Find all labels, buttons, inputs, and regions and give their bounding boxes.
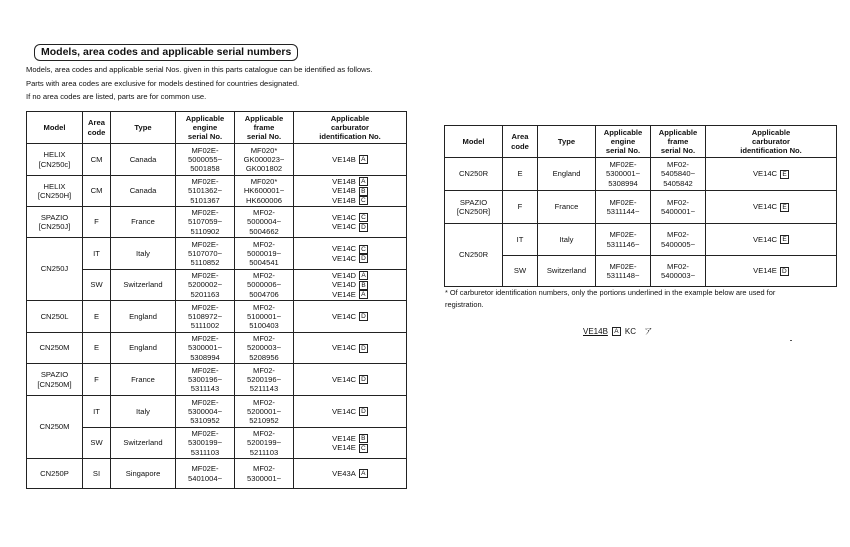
cell-model: CN250R [445,158,503,191]
cell-area-code: IT [83,238,111,270]
table-row [27,238,407,270]
cell-engine-serial: MF02E- 5107070~ 5110852 [176,238,235,270]
example-mark: ア [644,327,653,336]
cell-area-code: E [503,158,538,191]
note-line-2: registration. [445,300,484,309]
table-row [445,224,837,256]
cell-frame-serial: MF02- 5400003~ [651,256,706,287]
cell-area-code: E [83,301,111,333]
header-frame: Applicable frame serial No. [651,126,706,158]
cell-carb-id: VE43A A [294,459,407,489]
table-row [27,428,407,459]
cell-engine-serial: MF02E- 5311144~ [596,191,651,224]
header-area-code: Area code [503,126,538,158]
cell-carb-id: VE14C D [294,364,407,396]
section-title: Models, area codes and applicable serial numbers [34,44,298,61]
cell-area-code: IT [83,396,111,428]
carb-box-letter: D [359,344,368,353]
carb-box-letter: B [359,434,368,443]
cell-model: CN250L [27,301,83,333]
table-row [27,333,407,364]
cell-area-code: F [83,364,111,396]
carb-box-letter: E [780,235,789,244]
table-row [445,256,837,287]
cell-model: SPAZIO [CN250M] [27,364,83,396]
cell-engine-serial: MF02E- 5300196~ 5311143 [176,364,235,396]
carb-box-letter: B [359,281,368,290]
header-carb: Applicable carburator identification No. [706,126,837,158]
table-row [27,396,407,428]
cell-engine-serial: MF02E- 5300001~ 5308994 [176,333,235,364]
cell-carb-id: VE14C E [706,158,837,191]
cell-area-code: SW [503,256,538,287]
cell-type: Switzerland [111,428,176,459]
header-model: Model [27,112,83,144]
cell-type: England [111,333,176,364]
cell-type: France [111,364,176,396]
cell-area-code: CM [83,144,111,176]
cell-carb-id: VE14D A VE14D B VE14E A [294,270,407,301]
cell-engine-serial: MF02E- 5200002~ 5201163 [176,270,235,301]
cell-engine-serial: MF02E- 5311148~ [596,256,651,287]
cell-carb-id: VE14C D [294,333,407,364]
cell-frame-serial: MF02- 5000004~ 5004662 [235,207,294,238]
table-row [27,207,407,238]
cell-frame-serial: MF02- 5200196~ 5211143 [235,364,294,396]
right-serial-table [444,125,837,287]
cell-area-code: E [83,333,111,364]
cell-carb-id: VE14E B VE14E C [294,428,407,459]
cell-model: CN250M [27,333,83,364]
header-row [27,112,407,144]
carb-box-letter: B [359,187,368,196]
cell-carb-id: VE14C C VE14C D [294,207,407,238]
cell-carb-id: VE14C E [706,224,837,256]
table-row [27,301,407,333]
table-row [27,176,407,207]
cell-area-code: IT [503,224,538,256]
cell-frame-serial: MF02- 5200199~ 5211103 [235,428,294,459]
left-serial-table [26,111,407,489]
header-frame: Applicable frame serial No. [235,112,294,144]
carb-box-letter: A [359,290,368,299]
cell-model: HELIX [CN250c] [27,144,83,176]
cell-area-code: SW [83,428,111,459]
carb-box-letter: D [359,312,368,321]
cell-type: Italy [111,238,176,270]
cell-model: CN250P [27,459,83,489]
cell-frame-serial: MF02- 5000006~ 5004706 [235,270,294,301]
carb-box-letter: D [780,267,789,276]
header-engine: Applicable engine serial No. [596,126,651,158]
cell-frame-serial: MF02- 5300001~ [235,459,294,489]
cell-area-code: SW [83,270,111,301]
cell-type: Canada [111,176,176,207]
cell-area-code: F [83,207,111,238]
carb-box-letter: D [359,407,368,416]
cell-frame-serial: MF02- 5200003~ 5208956 [235,333,294,364]
carb-box-letter: C [359,196,368,205]
cell-frame-serial: MF02- 5200001~ 5210952 [235,396,294,428]
cell-carb-id: VE14E D [706,256,837,287]
header-engine: Applicable engine serial No. [176,112,235,144]
cell-type: France [538,191,596,224]
cell-carb-id: VE14B A VE14B B VE14B C [294,176,407,207]
carb-box-letter: A [359,271,368,280]
intro-line-3: If no area codes are listed, parts are for common use. [26,92,207,101]
cell-frame-serial: MF020* HK600001~ HK600006 [235,176,294,207]
table-row [27,144,407,176]
table-row [445,158,837,191]
cell-type: Switzerland [111,270,176,301]
carb-box-letter: C [359,245,368,254]
table-row [27,270,407,301]
header-type: Type [111,112,176,144]
cell-model: SPAZIO [CN250R] [445,191,503,224]
cell-type: England [111,301,176,333]
header-type: Type [538,126,596,158]
cell-engine-serial: MF02E- 5101362~ 5101367 [176,176,235,207]
cell-frame-serial: MF02- 5400005~ [651,224,706,256]
cell-carb-id: VE14C C VE14C D [294,238,407,270]
carb-box-letter: C [359,213,368,222]
cell-type: England [538,158,596,191]
carb-box-letter: A [359,469,368,478]
cell-engine-serial: MF02E- 5300004~ 5310952 [176,396,235,428]
cell-type: France [111,207,176,238]
cell-engine-serial: MF02E- 5108972~ 5111002 [176,301,235,333]
cell-model: HELIX [CN250H] [27,176,83,207]
header-row [445,126,837,158]
cell-area-code: SI [83,459,111,489]
cell-frame-serial: MF02- 5400001~ [651,191,706,224]
cell-area-code: F [503,191,538,224]
cell-model: CN250R [445,224,503,287]
cell-engine-serial: MF02E- 5300001~ 5308994 [596,158,651,191]
cell-engine-serial: MF02E- 5107059~ 5110902 [176,207,235,238]
cell-type: Italy [538,224,596,256]
intro-line-2: Parts with area codes are exclusive for models destined for countries designated. [26,79,300,88]
note-line-1: * Of carburetor identification numbers, only the portions underlined in the example below are used for [445,288,776,297]
cell-carb-id: VE14C D [294,396,407,428]
header-carb: Applicable carburator identification No. [294,112,407,144]
carb-box-letter: D [359,254,368,263]
cell-type: Switzerland [538,256,596,287]
cell-engine-serial: MF02E- 5401004~ [176,459,235,489]
table-row [27,364,407,396]
cell-frame-serial: MF02- 5405840~ 5405842 [651,158,706,191]
intro-line-1: Models, area codes and applicable serial Nos. given in this parts catalogue can be identified as follows. [26,65,373,74]
carb-box-letter: C [359,444,368,453]
example-suffix: KC [624,327,637,336]
example-id: VE14B [583,327,608,336]
stray-mark [790,340,792,341]
table-row [445,191,837,224]
cell-type: Singapore [111,459,176,489]
carb-box-letter: D [359,375,368,384]
cell-model: CN250M [27,396,83,459]
cell-area-code: CM [83,176,111,207]
cell-frame-serial: MF02- 5100001~ 5100403 [235,301,294,333]
cell-type: Canada [111,144,176,176]
carb-box-letter: E [780,170,789,179]
carb-box-letter: E [780,203,789,212]
cell-model: SPAZIO [CN250J] [27,207,83,238]
cell-frame-serial: MF020* GK000023~ GK001802 [235,144,294,176]
cell-engine-serial: MF02E- 5300199~ 5311103 [176,428,235,459]
header-model: Model [445,126,503,158]
example-box: A [612,327,621,336]
carburetor-example [583,326,652,337]
table-row [27,459,407,489]
cell-model: CN250J [27,238,83,301]
cell-carb-id: VE14C E [706,191,837,224]
header-area-code: Area code [83,112,111,144]
cell-frame-serial: MF02- 5000019~ 5004541 [235,238,294,270]
cell-engine-serial: MF02E- 5000055~ 5001858 [176,144,235,176]
cell-engine-serial: MF02E- 5311146~ [596,224,651,256]
carb-box-letter: A [359,177,368,186]
cell-type: Italy [111,396,176,428]
carb-box-letter: D [359,223,368,232]
cell-carb-id: VE14B A [294,144,407,176]
carb-box-letter: A [359,155,368,164]
cell-carb-id: VE14C D [294,301,407,333]
